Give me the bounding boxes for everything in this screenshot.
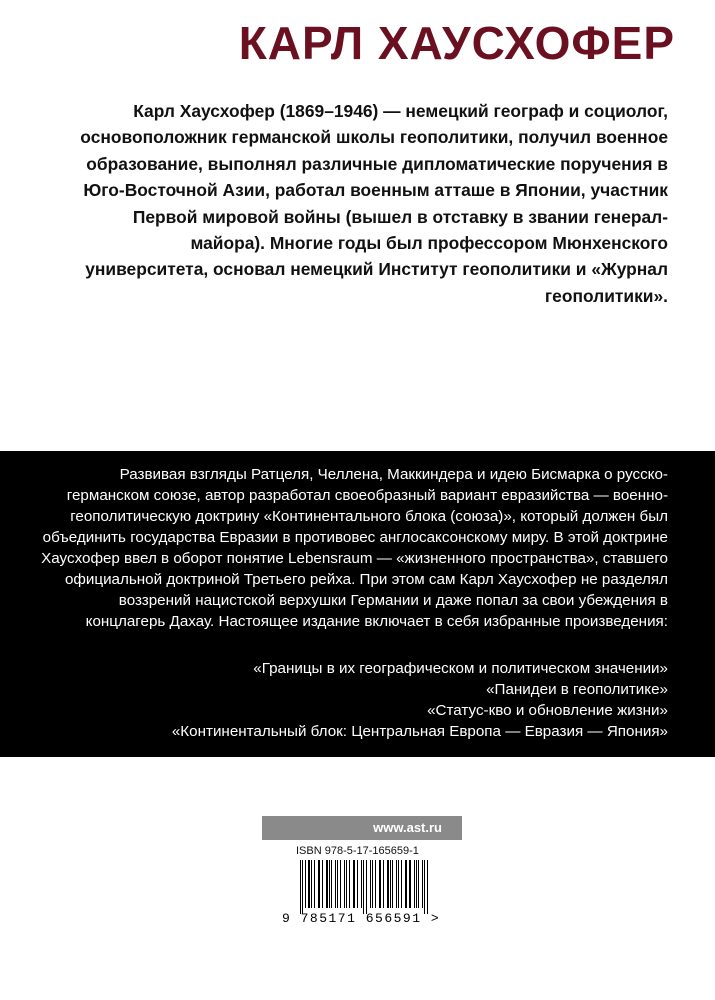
publisher-website[interactable]: www.ast.ru bbox=[262, 816, 462, 840]
works-list bbox=[40, 658, 668, 742]
barcode-icon bbox=[300, 860, 430, 914]
book-description: Развивая взгляды Ратцеля, Челлена, Маккиндера и идею Бисмарка о русско-германском союзе, автор разработал своеобразный вариант евразийства — военно-геополитическую доктрину «Континентального блока (союза)», который должен был объединить государства Евразии в противовес англосаксонскому миру. В этой доктрине Хаусхофер ввел в оборот понятие Lebensraum — «жизненного пространства», ставшего официальной доктриной Третьего рейха. При этом сам Карл Хаусхофер не разделял воззрений нацистской верхушки Германии и даже попал за свои убеждения в концлагерь Дахау. Настоящее издание включает в себя избранные произведения: bbox=[41, 466, 668, 630]
book-title: КАРЛ ХАУСХОФЕР bbox=[238, 17, 675, 69]
author-biography: Карл Хаусхофер (1869–1946) — немецкий географ и социолог, основоположник германской школы геополитики, получил военное образование, выполнял различные дипломатические поручения в Юго-Восточной Азии, работал военным атташе в Японии, участник Первой мировой войны (вышел в отставку в звании генерал-майора). Многие годы был профессором Мюнхенского университета, основал немецкий Институт геополитики и «Журнал геополитики». bbox=[80, 101, 668, 306]
works-list-item: «Статус-кво и обновление жизни» bbox=[427, 702, 668, 719]
works-list-item: «Панидеи в геополитике» bbox=[486, 681, 668, 698]
works-list-item: «Границы в их географическом и политическом значении» bbox=[253, 660, 668, 677]
barcode-digits: 9 785171 656591 > bbox=[282, 911, 441, 926]
works-list-item: «Континентальный блок: Центральная Европа — Евразия — Япония» bbox=[171, 723, 668, 740]
isbn-number: ISBN 978-5-17-165659-1 bbox=[296, 845, 419, 857]
description-band bbox=[0, 451, 715, 757]
